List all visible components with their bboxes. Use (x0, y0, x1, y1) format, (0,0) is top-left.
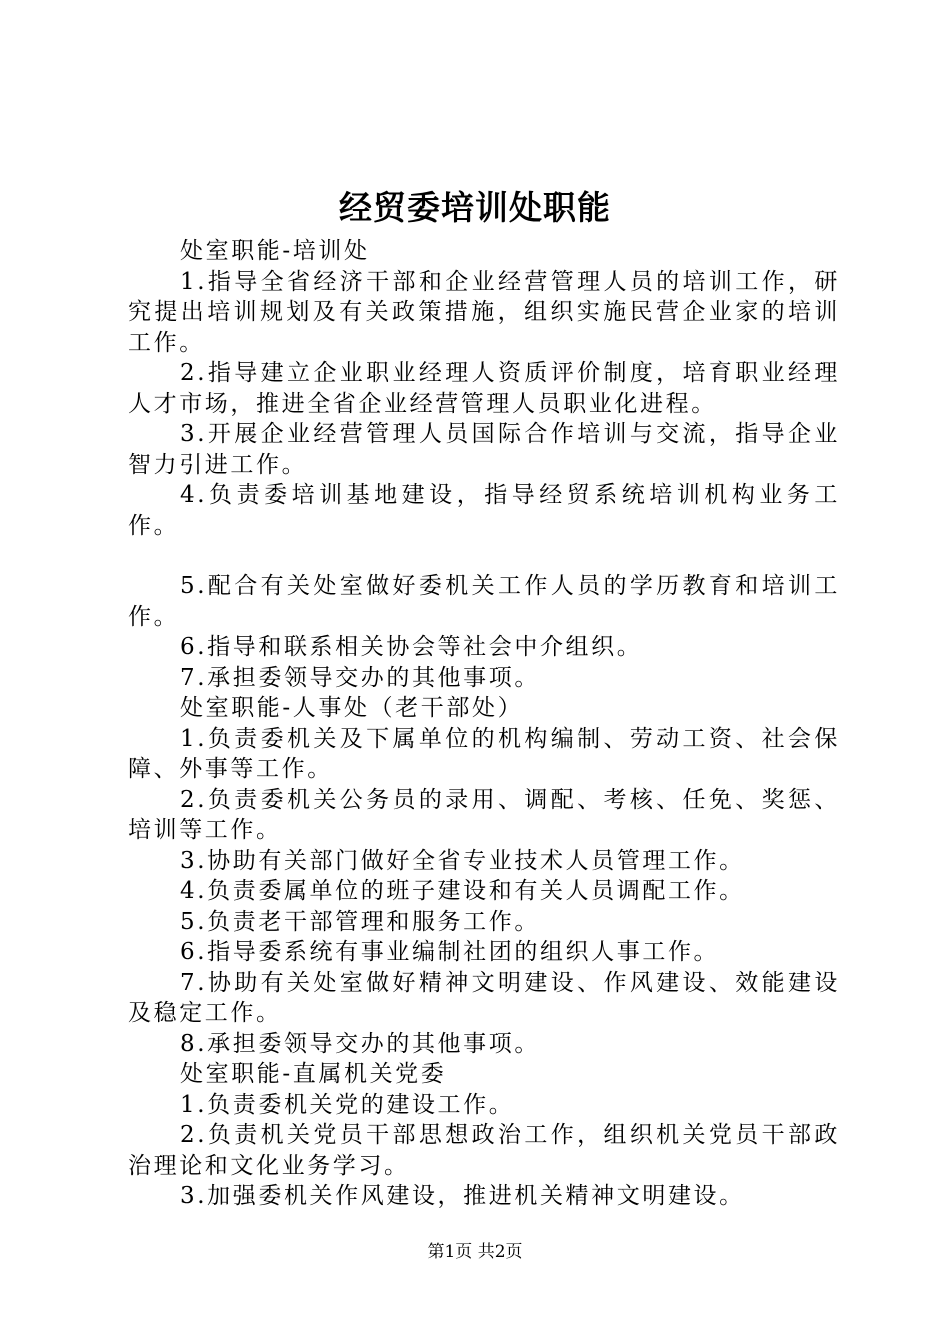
paragraph: 3.协助有关部门做好全省专业技术人员管理工作。 (180, 847, 745, 874)
paragraph: 4.负责委属单位的班子建设和有关人员调配工作。 (180, 878, 745, 904)
paragraph: 4.负责委培训基地建设，指导经贸系统培训机构业务工作。 (128, 482, 840, 539)
paragraph: 6.指导和联系相关协会等社会中介组织。 (180, 634, 643, 660)
paragraph: 1.指导全省经济干部和企业经营管理人员的培训工作，研究提出培训规划及有关政策措施，组织实施民营企业家的培训工作。 (128, 268, 840, 356)
paragraph: 5.负责老干部管理和服务工作。 (180, 908, 540, 935)
paragraph: 1.负责委机关党的建设工作。 (180, 1091, 515, 1118)
paragraph: 6.指导委系统有事业编制社团的组织人事工作。 (180, 939, 720, 965)
paragraph: 2.指导建立企业职业经理人资质评价制度，培育职业经理人才市场，推进全省企业经营管理人员职业化进程。 (128, 360, 840, 417)
paragraph: 1.负责委机关及下属单位的机构编制、劳动工资、社会保障、外事等工作。 (128, 725, 840, 782)
paragraph: 7.协助有关处室做好精神文明建设、作风建设、效能建设及稳定工作。 (128, 969, 840, 1026)
section-heading-party-committee: 处室职能-直属机关党委 (180, 1061, 447, 1087)
paragraph: 3.加强委机关作风建设，推进机关精神文明建设。 (180, 1183, 745, 1209)
section-heading-personnel: 处室职能-人事处（老干部处） (180, 695, 524, 721)
page-footer: 第1页 共2页 (427, 1242, 523, 1262)
paragraph: 5.配合有关处室做好委机关工作人员的学历教育和培训工作。 (128, 573, 840, 630)
document-title: 经贸委培训处职能 (339, 188, 611, 227)
paragraph: 8.承担委领导交办的其他事项。 (180, 1030, 540, 1057)
paragraph: 3.开展企业经营管理人员国际合作培训与交流，指导企业智力引进工作。 (128, 421, 840, 478)
section-heading-training: 处室职能-培训处 (180, 238, 370, 264)
paragraph: 2.负责委机关公务员的录用、调配、考核、任免、奖惩、培训等工作。 (128, 786, 840, 843)
document-body (128, 236, 840, 1212)
paragraph: 7.承担委领导交办的其他事项。 (180, 664, 540, 691)
paragraph: 2.负责机关党员干部思想政治工作，组织机关党员干部政治理论和文化业务学习。 (128, 1122, 840, 1179)
